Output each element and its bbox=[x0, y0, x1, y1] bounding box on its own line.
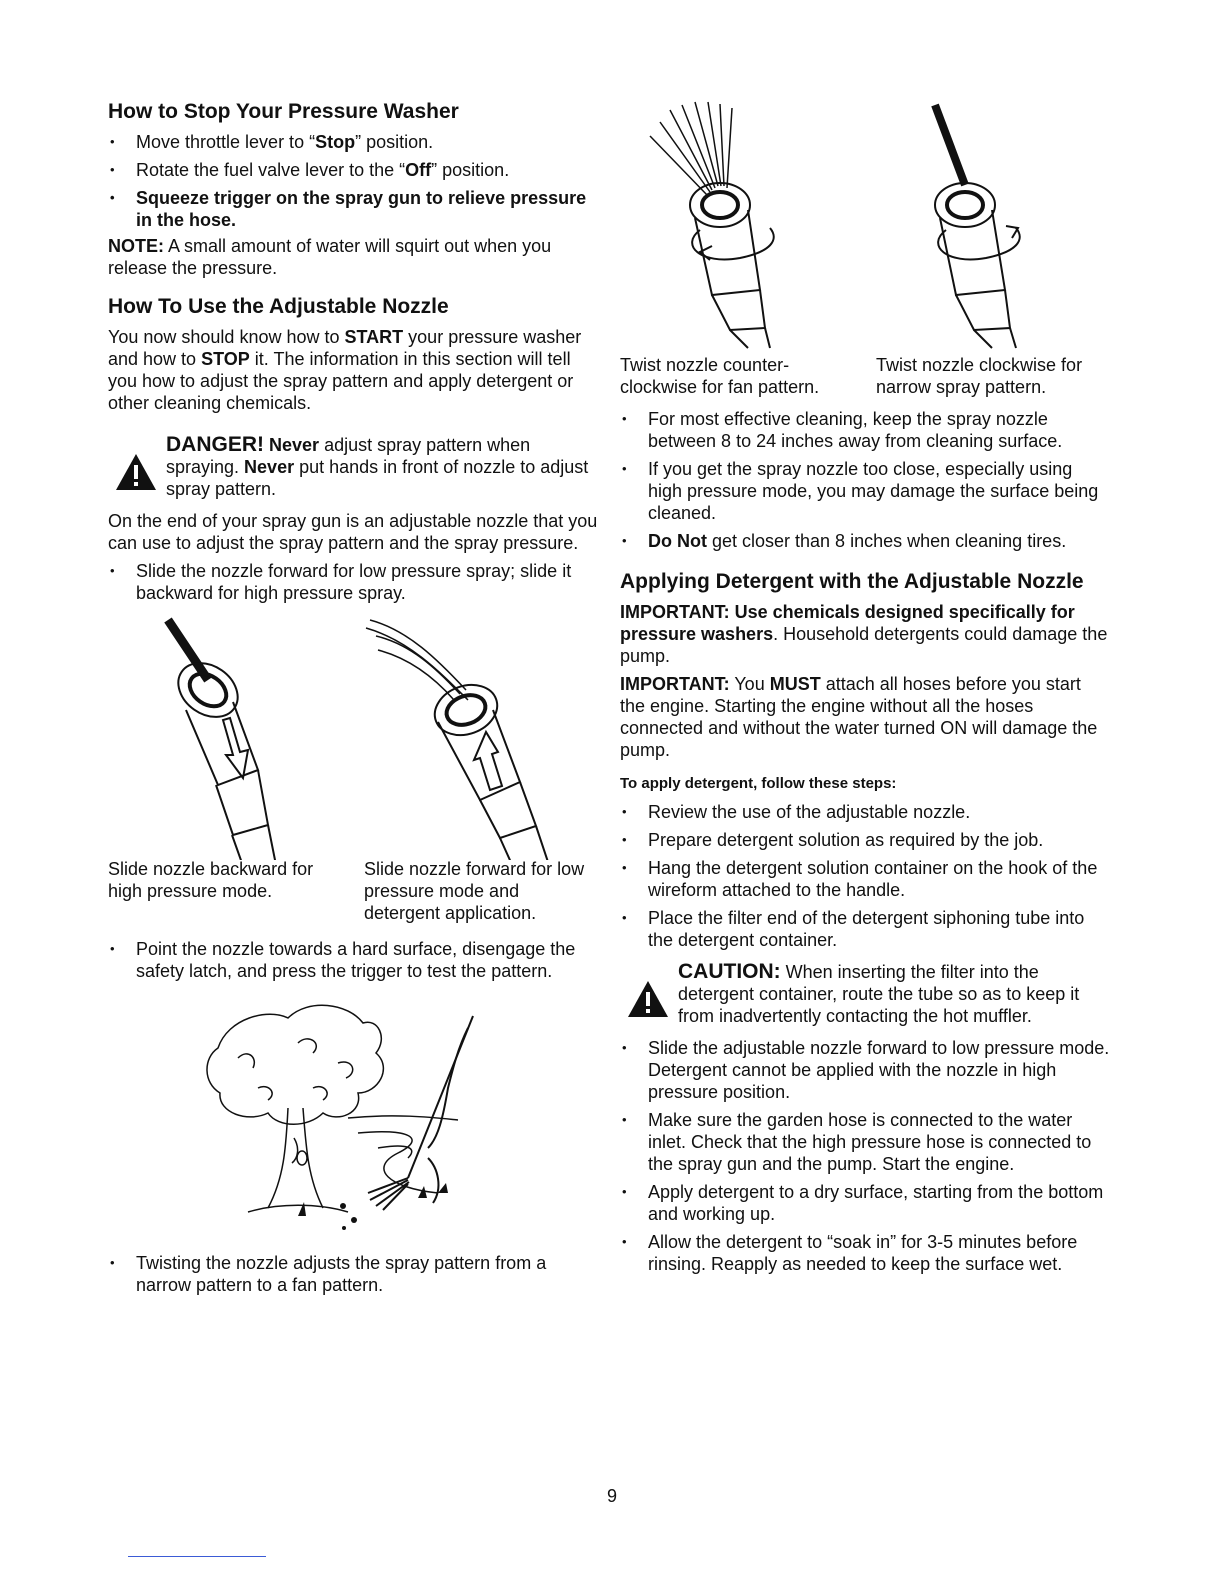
detergent-section-title: Applying Detergent with the Adjustable Nozzle bbox=[620, 570, 1084, 593]
detergent-steps-list bbox=[620, 801, 1110, 951]
slide-list bbox=[108, 560, 598, 604]
list-item: • Rotate the fuel valve lever to the “Off” position. bbox=[108, 159, 598, 181]
slide-nozzle-figure bbox=[108, 610, 598, 860]
stop-steps-list bbox=[108, 131, 598, 231]
caution-warning: CAUTION: When inserting the filter into the detergent container, route the tube so as to keep it from inadvertently contacting the hot muffler. bbox=[620, 961, 1110, 1027]
caption-ccw: Twist nozzle counter-clockwise for fan pattern. bbox=[620, 355, 820, 397]
tree-illustration bbox=[207, 1005, 383, 1212]
stop-section-title: How to Stop Your Pressure Washer bbox=[108, 100, 459, 123]
list-item: • If you get the spray nozzle too close, especially using high pressure mode, you may damage the surface being cleaned. bbox=[620, 458, 1110, 524]
nozzle-section-title: How To Use the Adjustable Nozzle bbox=[108, 295, 449, 318]
note-paragraph: NOTE: A small amount of water will squirt out when you release the pressure. bbox=[108, 236, 552, 278]
spray-wand-illustration bbox=[368, 1016, 473, 1210]
warning-triangle-icon bbox=[626, 979, 670, 1019]
list-item: • Prepare detergent solution as required by the job. bbox=[620, 829, 1110, 851]
warning-triangle-icon bbox=[114, 452, 158, 492]
list-item: • Point the nozzle towards a hard surface, disengage the safety latch, and press the trigger to test the pattern. bbox=[108, 938, 598, 982]
list-item: • Do Not get closer than 8 inches when cleaning tires. bbox=[620, 530, 1110, 552]
list-item: • Move throttle lever to “Stop” position. bbox=[108, 131, 598, 153]
nozzle-intro: You now should know how to START your pressure washer and how to STOP it. The information in this section will tell you how to adjust the spray pattern and apply detergent or other cleaning chemicals. bbox=[108, 327, 582, 413]
detergent-steps-list-continued bbox=[620, 1037, 1110, 1275]
tree-spray-figure bbox=[108, 988, 598, 1248]
caption-cw: Twist nozzle clockwise for narrow spray pattern. bbox=[876, 355, 1083, 397]
left-column bbox=[108, 100, 598, 1302]
caption-forward: Slide nozzle forward for low pressure mode and detergent application. bbox=[364, 859, 585, 923]
slide-captions bbox=[108, 858, 598, 924]
path-ground-illustration bbox=[348, 1116, 458, 1193]
list-item: • Make sure the garden hose is connected to the water inlet. Check that the high pressure hose is connected to the spray gun and the pump. Start the engine. bbox=[620, 1109, 1110, 1175]
list-item: • Slide the adjustable nozzle forward to low pressure mode. Detergent cannot be applied with the nozzle in high pressure position. bbox=[620, 1037, 1110, 1103]
twist-nozzle-figure bbox=[620, 100, 1110, 352]
right-column bbox=[620, 100, 1110, 1281]
important-hoses: IMPORTANT: You MUST attach all hoses before you start the engine. Starting the engine without all the hoses connected and without the water turned ON will damage the pump. bbox=[620, 674, 1098, 760]
cleaning-list bbox=[620, 408, 1110, 552]
nozzle-backward-illustration bbox=[168, 620, 276, 860]
list-item: • Slide the nozzle forward for low pressure spray; slide it backward for high pressure spray. bbox=[108, 560, 598, 604]
important-chemicals: IMPORTANT: Use chemicals designed specifically for pressure washers. Household detergents could damage the pump. bbox=[620, 602, 1108, 666]
list-item: • Review the use of the adjustable nozzle. bbox=[620, 801, 1110, 823]
page-number: 9 bbox=[606, 1486, 617, 1506]
test-list bbox=[108, 938, 598, 982]
footer-rule bbox=[128, 1556, 266, 1557]
danger-warning: DANGER! Never adjust spray pattern when spraying. Never put hands in front of nozzle to adjust spray pattern. bbox=[108, 434, 598, 500]
list-item: • Hang the detergent solution container on the hook of the wireform attached to the handle. bbox=[620, 857, 1110, 901]
caption-backward: Slide nozzle backward for high pressure mode. bbox=[108, 859, 314, 901]
list-item: • Place the filter end of the detergent siphoning tube into the detergent container. bbox=[620, 907, 1110, 951]
nozzle-description: On the end of your spray gun is an adjustable nozzle that you can use to adjust the spray pattern and the spray pressure. bbox=[108, 511, 598, 553]
list-item: • Squeeze trigger on the spray gun to relieve pressure in the hose. bbox=[108, 187, 598, 231]
nozzle-ccw-illustration bbox=[650, 102, 774, 348]
list-item: • Twisting the nozzle adjusts the spray pattern from a narrow pattern to a fan pattern. bbox=[108, 1252, 598, 1296]
nozzle-cw-illustration bbox=[935, 105, 1020, 348]
list-item: • Apply detergent to a dry surface, starting from the bottom and working up. bbox=[620, 1181, 1110, 1225]
list-item: • Allow the detergent to “soak in” for 3-5 minutes before rinsing. Reapply as needed to keep the surface wet. bbox=[620, 1231, 1110, 1275]
nozzle-forward-illustration bbox=[366, 620, 548, 860]
twist-captions bbox=[620, 354, 1110, 398]
list-item: • For most effective cleaning, keep the spray nozzle between 8 to 24 inches away from cleaning surface. bbox=[620, 408, 1110, 452]
twist-list bbox=[108, 1252, 598, 1296]
steps-heading: To apply detergent, follow these steps: bbox=[620, 775, 897, 792]
